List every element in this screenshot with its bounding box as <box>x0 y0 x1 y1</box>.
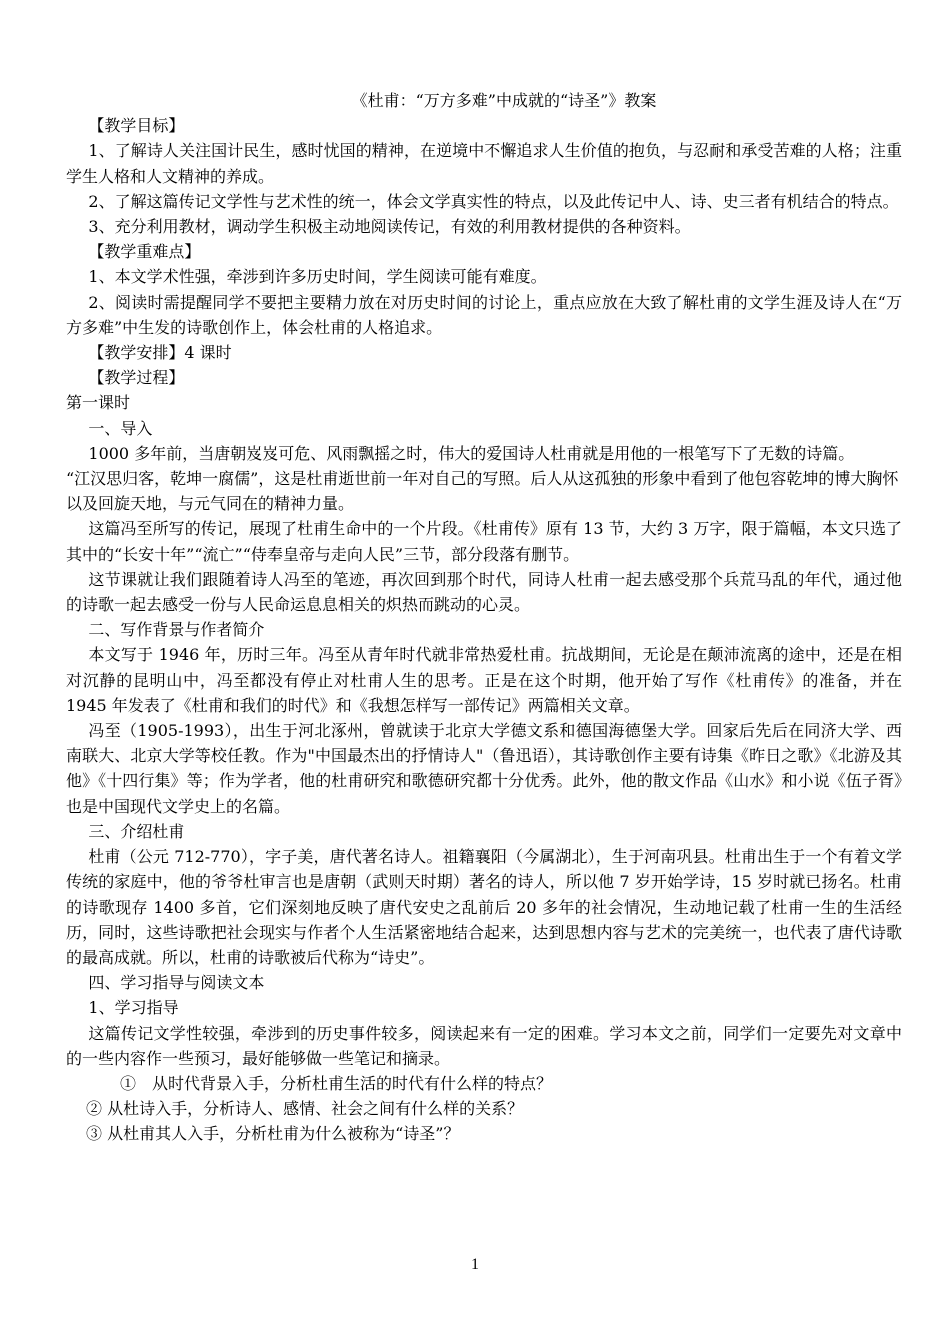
section-study-heading: 四、学习指导与阅读文本 <box>88 973 265 993</box>
question-3: ③ 从杜甫其人入手，分析杜甫为什么被称为“诗圣”？ <box>86 1124 460 1144</box>
document-page <box>66 88 902 1147</box>
heading-key-points: 【教学重难点】 <box>88 242 201 262</box>
goal-3: 3、充分利用教材，调动学生积极主动地阅读传记，有效的利用教材提供的各种资料。 <box>88 217 691 237</box>
goal-1: 1、了解诗人关注国计民生，感时忧国的精神，在逆境中不懈追求人生价值的抱负，与忍耐和承受苦难的人格；注重学生人格和人文精神的养成。 <box>66 141 902 186</box>
question-1: ① 从时代背景入手，分析杜甫生活的时代有什么样的特点？ <box>120 1073 553 1093</box>
section-dufu-heading: 三、介绍杜甫 <box>88 821 185 841</box>
section-intro-heading: 一、导入 <box>88 418 153 438</box>
section-background-heading: 二、写作背景与作者简介 <box>88 620 265 640</box>
key-point-1: 1、本文学术性强，牵涉到许多历史时间，学生阅读可能有难度。 <box>88 267 547 287</box>
key-point-2: 2、阅读时需提醒同学不要把主要精力放在对历史时间的讨论上，重点应放在大致了解杜甫的文学生涯及诗人在“万方多难”中生发的诗歌创作上，体会杜甫的人格追求。 <box>66 292 902 337</box>
heading-process: 【教学过程】 <box>88 368 185 388</box>
goal-2: 2、了解这篇传记文学性与艺术性的统一，体会文学真实性的特点，以及此传记中人、诗、史三者有机结合的特点。 <box>88 191 899 211</box>
question-2: ② 从杜诗入手，分析诗人、感情、社会之间有什么样的关系？ <box>86 1099 524 1119</box>
intro-paragraph-1: 1000 多年前，当唐朝岌岌可危、风雨飘摇之时，伟大的爱国诗人杜甫就是用他的一根笔写下了无数的诗篇。 <box>88 443 855 463</box>
page-number: 1 <box>471 1256 479 1273</box>
dufu-paragraph: 杜甫（公元 712-770），字子美，唐代著名诗人。祖籍襄阳（今属湖北），生于河南巩县。杜甫出生于一个有着文学传统的家庭中，他的爷爷杜审言也是唐朝（武则天时期）著名的诗人，所以他 7 岁开始学诗，15 岁时就已扬名。杜甫的诗歌现存 1400 多首，它们深刻地反映了唐代安史之乱前后 20 多年的社会情况，生动地记载了杜甫一生的生活经历，同时，这些诗歌把社会现实与作者个人生活紧密地结合起来，达到思想内容与艺术的完美统一，也代表了唐代诗歌的最高成就。所以，杜甫的诗歌被后代称为“诗史”。 <box>66 847 902 967</box>
author-paragraph: 冯至（1905-1993），出生于河北涿州，曾就读于北京大学德文系和德国海德堡大学。回家后先后在同济大学、西南联大、北京大学等校任教。作为"中国最杰出的抒情诗人"（鲁迅语），其诗歌创作主要有诗集《昨日之歌》《北游及其他》《十四行集》等；作为学者，他的杜甫研究和歌德研究都十分优秀。此外，他的散文作品《山水》和小说《伍子胥》也是中国现代文学史上的名篇。 <box>66 721 902 816</box>
intro-paragraph-2: “江汉思归客，乾坤一腐儒”，这是杜甫逝世前一年对自己的写照。后人从这孤独的形象中看到了他包容乾坤的博大胸怀以及回旋天地，与元气同在的精神力量。 <box>66 469 899 514</box>
study-guide-heading: 1、学习指导 <box>88 998 179 1018</box>
heading-teaching-goals: 【教学目标】 <box>88 116 185 136</box>
study-guide-paragraph: 这篇传记文学性较强，牵涉到的历史事件较多，阅读起来有一定的困难。学习本文之前，同学们一定要先对文章中的一些内容作一些预习，最好能够做一些笔记和摘录。 <box>66 1023 902 1068</box>
intro-paragraph-3: 这篇冯至所写的传记，展现了杜甫生命中的一个片段。《杜甫传》原有 13 节，大约 3 万字，限于篇幅，本文只选了其中的“长安十年”“流亡”“侍奉皇帝与走向人民”三节，部分段落有删节。 <box>66 519 902 564</box>
document-title: 《杜甫：“万方多难”中成就的“诗圣”》教案 <box>351 91 657 110</box>
intro-paragraph-4: 这节课就让我们跟随着诗人冯至的笔迹，再次回到那个时代，同诗人杜甫一起去感受那个兵荒马乱的年代，通过他的诗歌一起去感受一份与人民命运息息相关的炽热而跳动的心灵。 <box>66 569 902 615</box>
background-paragraph: 本文写于 1946 年，历时三年。冯至从青年时代就非常热爱杜甫。抗战期间，无论是在颠沛流离的途中，还是在相对沉静的昆明山中，冯至都没有停止对杜甫人生的思考。正是在这个时期，他开始了写作《杜甫传》的准备，并在 1945 年发表了《杜甫和我们的时代》和《我想怎样写一部传记》两篇相关文章。 <box>66 645 902 715</box>
heading-schedule: 【教学安排】4 课时 <box>88 343 232 363</box>
lesson-one-heading: 第一课时 <box>66 393 131 413</box>
